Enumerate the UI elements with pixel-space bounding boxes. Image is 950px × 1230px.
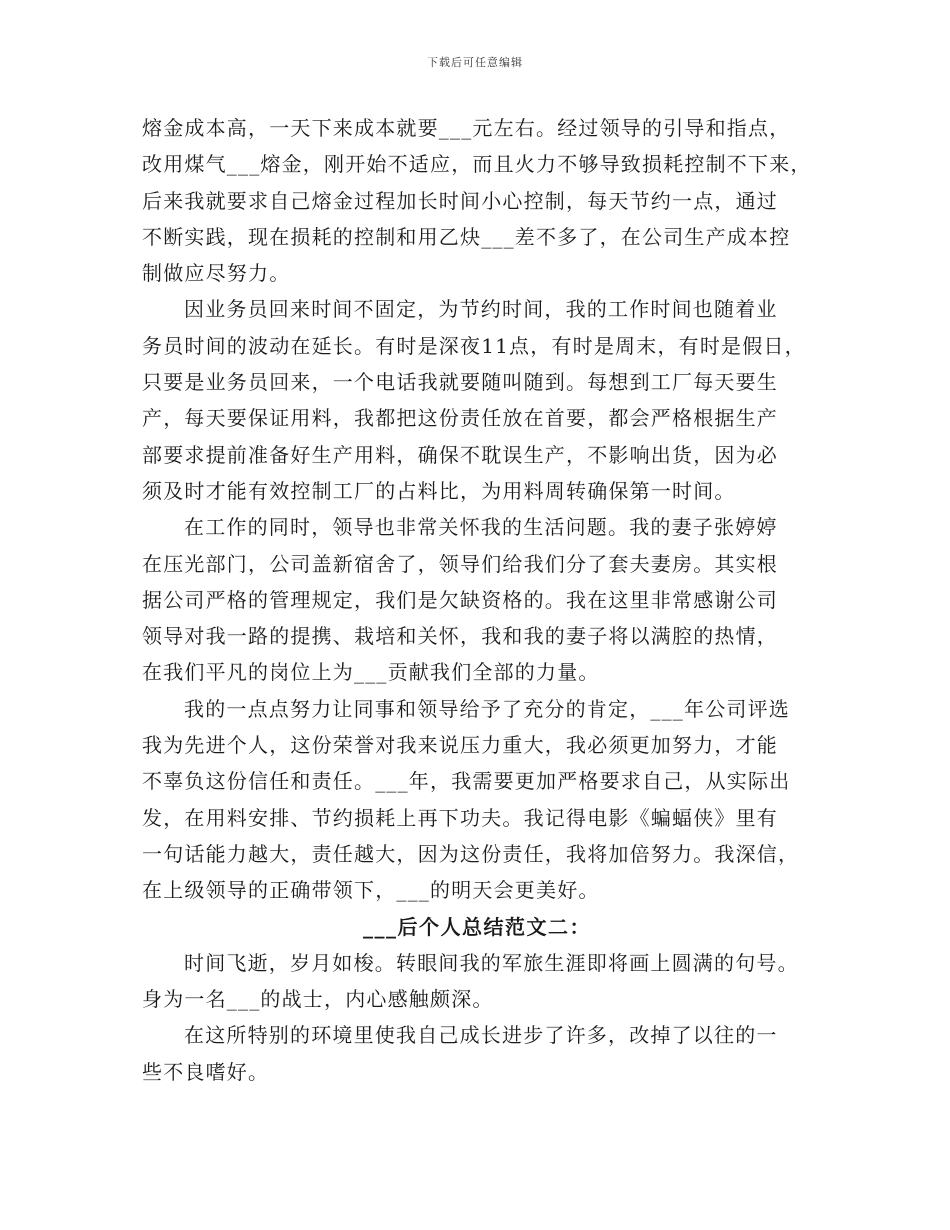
text-line: 不辜负这份信任和责任。___年，我需要更加严格要求自己，从实际出 (142, 769, 791, 794)
paragraph-start-line: 我的一点点努力让同事和领导给予了充分的肯定，___年公司评选 (184, 696, 790, 721)
text-line: 些不良嗜好。 (142, 1059, 270, 1084)
text-line: 部要求提前准备好生产用料，确保不耽误生产，不影响出货，因为必 (142, 442, 778, 467)
paragraph-start-line: 时间飞逝，岁月如梭。转眼间我的军旅生涯即将画上圆满的句号。 (184, 950, 799, 975)
text-line: 一句话能力越大，责任越大，因为这份责任，我将加倍努力。我深信， (142, 841, 800, 866)
text-line: 在压光部门，公司盖新宿舍了，领导们给我们分了套夫妻房。其实根 (142, 551, 778, 576)
text-line: 产，每天要保证用料，我都把这份责任放在首要，都会严格根据生产 (142, 406, 778, 431)
text-line: 发，在用料安排、节约损耗上再下功夫。我记得电影《蝙蝠侠》里有 (142, 805, 778, 830)
paragraph-start-line: 因业务员回来时间不固定，为节约时间，我的工作时间也随着业 (184, 297, 778, 322)
text-line: 据公司严格的管理规定，我们是欠缺资格的。我在这里非常感谢公司 (142, 587, 778, 612)
header-note: 下载后可任意编辑 (427, 56, 523, 69)
section-heading: ___后个人总结范文二： (363, 914, 591, 939)
text-line: 不断实践，现在损耗的控制和用乙炔___差不多了，在公司生产成本控 (142, 224, 791, 249)
text-line: 后来我就要求自己熔金过程加长时间小心控制，每天节约一点，通过 (142, 188, 778, 213)
text-line: 在上级领导的正确带领下，___的明天会更美好。 (142, 878, 600, 903)
text-line: 务员时间的波动在延长。有时是深夜11点，有时是周末，有时是假日， (142, 333, 806, 358)
text-line: 在我们平凡的岗位上为___贡献我们全部的力量。 (142, 660, 600, 685)
text-line: 身为一名___的战士，内心感触颇深。 (142, 987, 494, 1012)
text-line: 我为先进个人，这份荣誉对我来说压力重大，我必须更加努力，才能 (142, 733, 778, 758)
text-line: 改用煤气___熔金，刚开始不适应，而且火力不够导致损耗控制不下来， (142, 152, 812, 177)
text-line: 只要是业务员回来，一个电话我就要随叫随到。每想到工厂每天要生 (142, 370, 778, 395)
paragraph-start-line: 在这所特别的环境里使我自己成长进步了许多，改掉了以往的一 (184, 1023, 778, 1048)
text-line: 须及时才能有效控制工厂的占料比，为用料周转确保第一时间。 (142, 478, 736, 503)
text-line: 熔金成本高，一天下来成本就要___元左右。经过领导的引导和指点， (142, 116, 791, 140)
text-line: 领导对我一路的提携、栽培和关怀，我和我的妻子将以满腔的热情， (142, 624, 778, 649)
paragraph-start-line: 在工作的同时，领导也非常关怀我的生活问题。我的妻子张婷婷 (184, 515, 778, 540)
text-line: 制做应尽努力。 (142, 261, 291, 286)
document-body (142, 110, 812, 1090)
